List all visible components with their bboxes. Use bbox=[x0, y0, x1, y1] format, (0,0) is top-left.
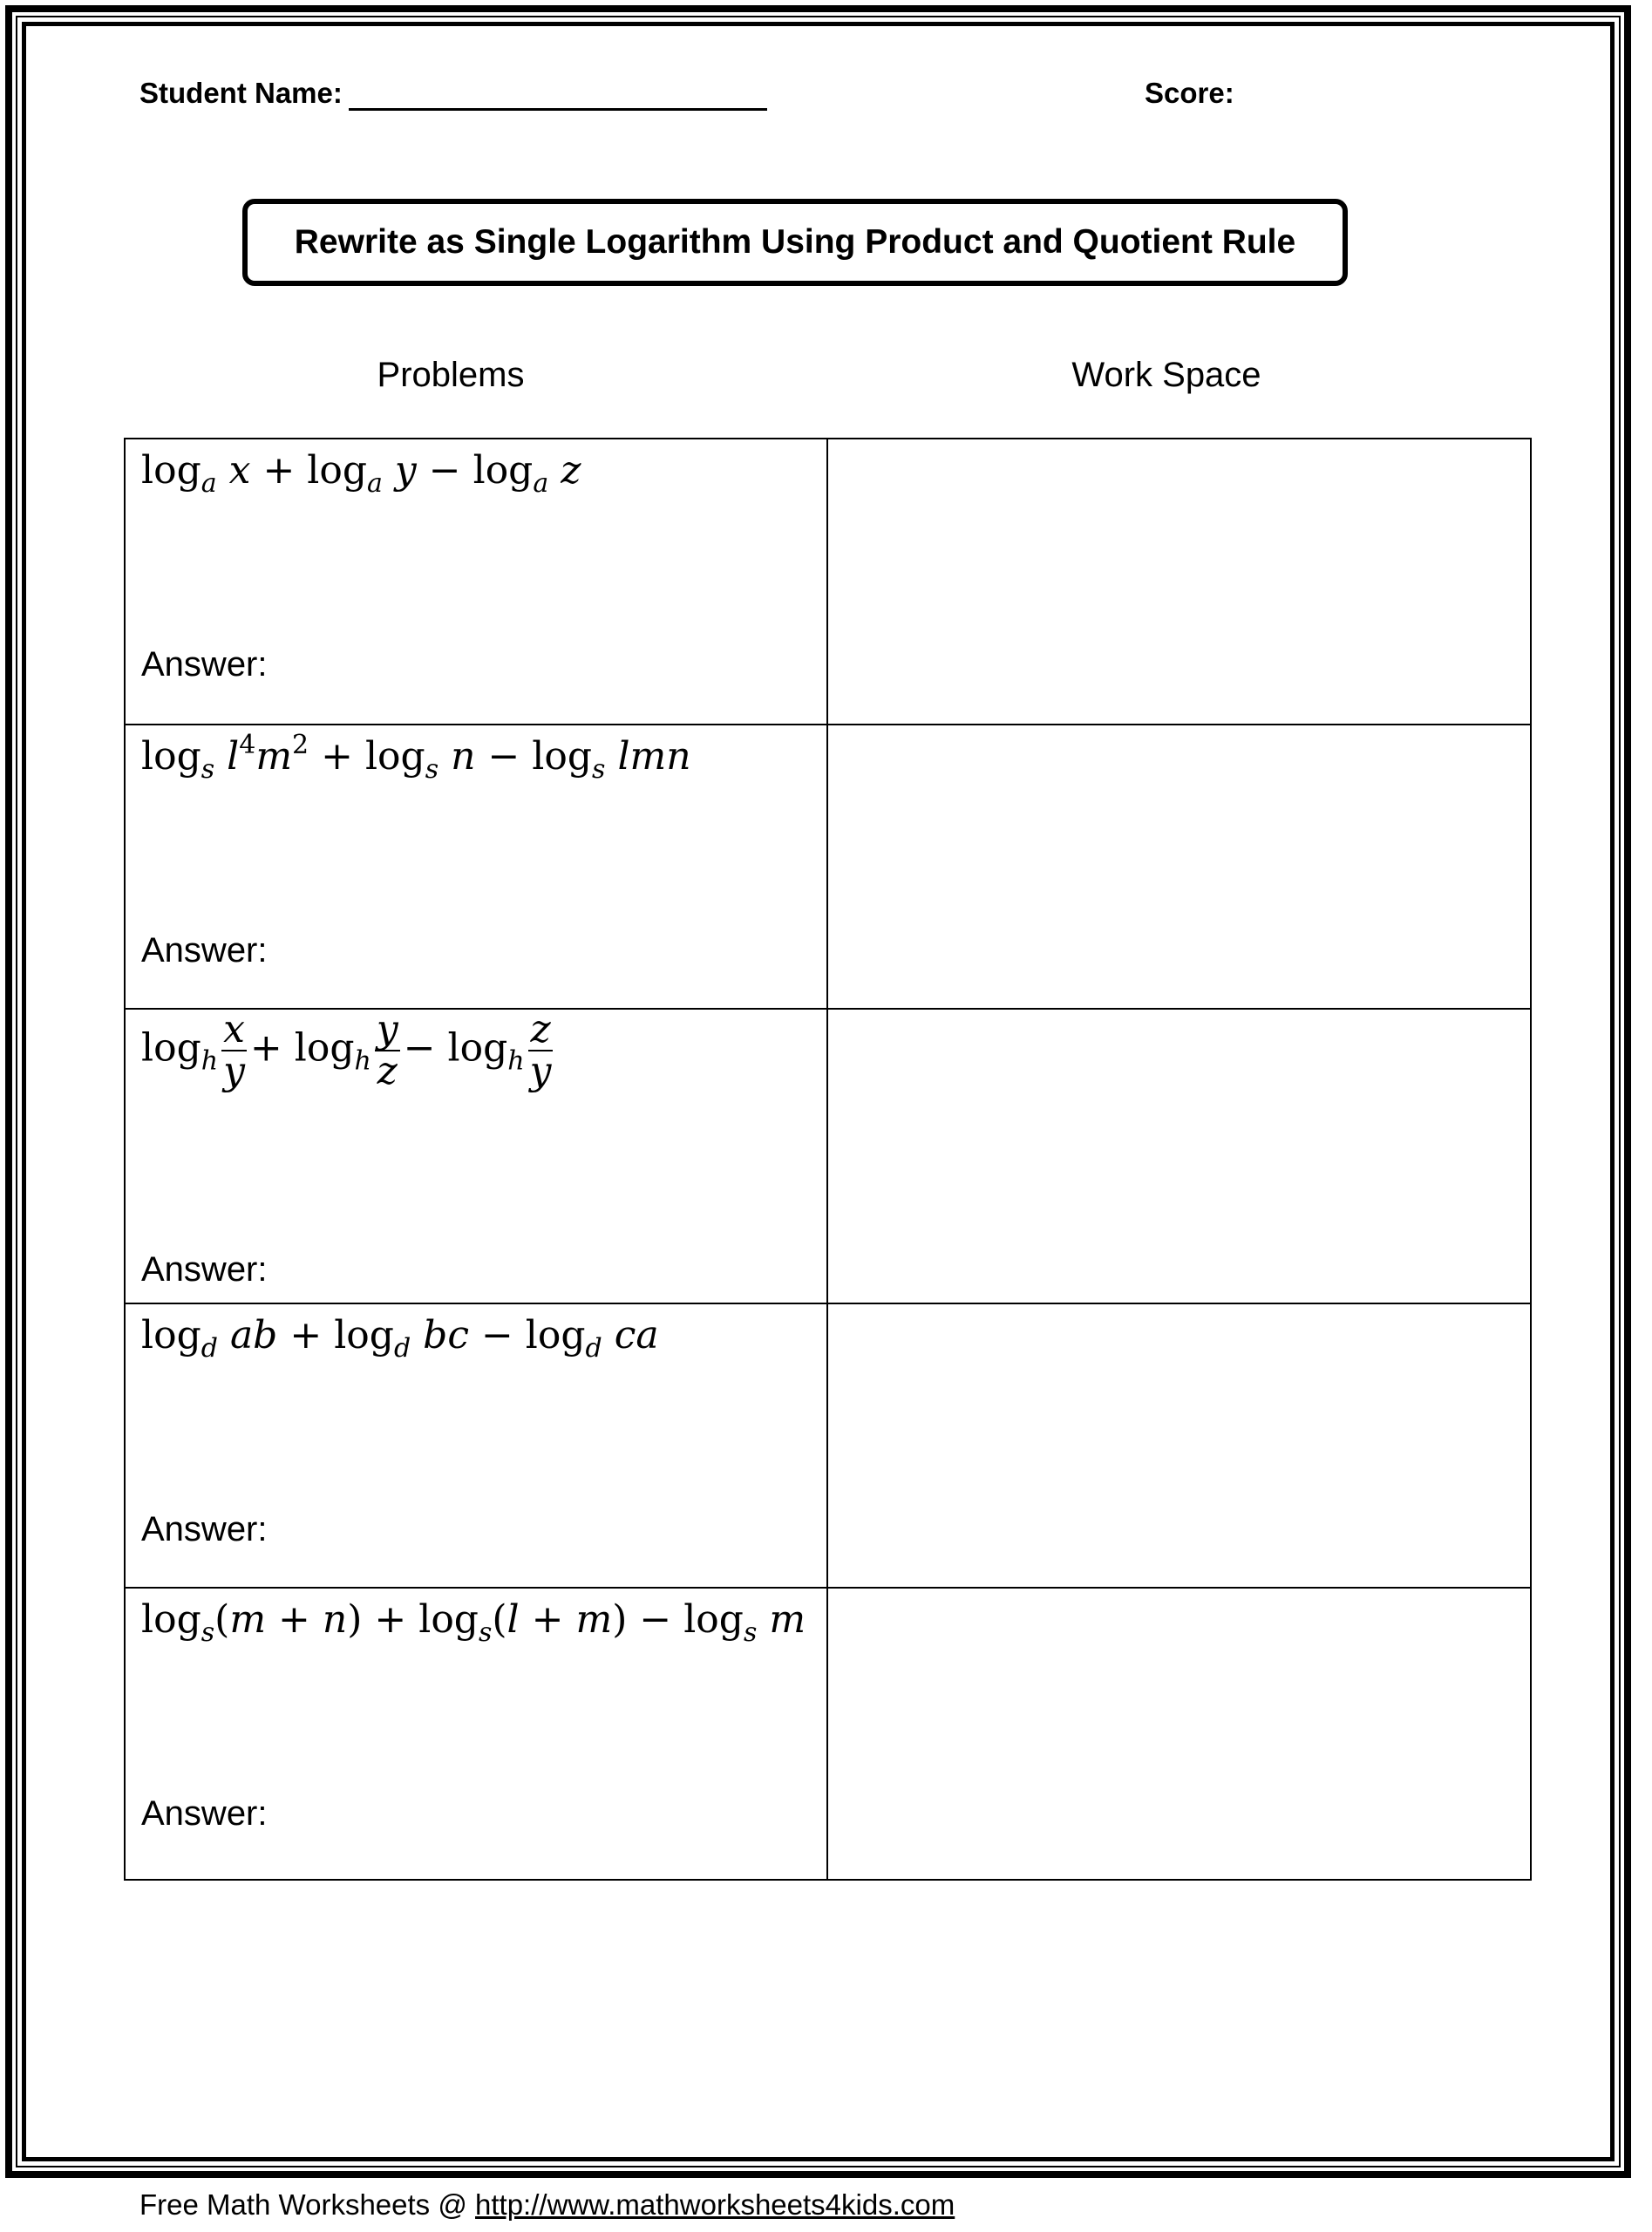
answer-label: Answer: bbox=[141, 931, 268, 970]
footer-prefix: Free Math Worksheets @ bbox=[139, 2188, 476, 2221]
answer-label: Answer: bbox=[141, 1510, 268, 1548]
footer-link[interactable]: http://www.mathworksheets4kids.com bbox=[475, 2188, 955, 2221]
work-space-cell[interactable] bbox=[828, 1304, 1530, 1587]
table-row bbox=[126, 439, 1530, 724]
problem-expression: $\log_d$ ab + $\log_d$ bc − $\log_d$ ca bbox=[141, 1313, 659, 1364]
table-row bbox=[126, 1008, 1530, 1303]
answer-label: Answer: bbox=[141, 645, 268, 684]
problem-expression: $\log_s(m + n) + \log_s(l + m) - \log_s m$ bbox=[141, 1597, 806, 1648]
problems-table bbox=[124, 438, 1532, 1881]
work-space-cell[interactable] bbox=[828, 439, 1530, 724]
worksheet-title: Rewrite as Single Logarithm Using Product and Quotient Rule bbox=[294, 223, 1296, 261]
work-space-cell[interactable] bbox=[828, 725, 1530, 1008]
work-space-cell[interactable] bbox=[828, 1589, 1530, 1881]
problem-cell bbox=[126, 439, 828, 724]
student-name-field[interactable] bbox=[349, 108, 767, 111]
student-name-label: Student Name: bbox=[139, 77, 343, 109]
problem-cell bbox=[126, 725, 828, 1008]
table-row bbox=[126, 1587, 1530, 1881]
problem-cell bbox=[126, 1304, 828, 1587]
answer-label: Answer: bbox=[141, 1794, 268, 1833]
table-row bbox=[126, 1303, 1530, 1587]
answer-label: Answer: bbox=[141, 1250, 268, 1289]
problem-expression: $\log_a x + \log_a y - \log_a z$ bbox=[141, 448, 581, 499]
table-row bbox=[126, 724, 1530, 1008]
problem-expression: $\log_h$ $\frac{x}{y}$ + $\log_h$ $\frac{y}{z}$ − $\log_h$ $\frac{z}{y}$ bbox=[141, 1007, 552, 1094]
work-space-cell[interactable] bbox=[828, 1010, 1530, 1303]
problems-column-header: Problems bbox=[377, 356, 525, 394]
problem-expression: $\log_s l^4m^2 + \log_s n - \log_s$ lmn bbox=[141, 730, 691, 785]
problem-cell bbox=[126, 1007, 828, 1303]
work-space-column-header: Work Space bbox=[1071, 356, 1261, 394]
title-box bbox=[242, 199, 1348, 286]
score-label: Score: bbox=[1145, 77, 1234, 109]
problem-cell bbox=[126, 1589, 828, 1881]
footer bbox=[139, 2188, 955, 2222]
